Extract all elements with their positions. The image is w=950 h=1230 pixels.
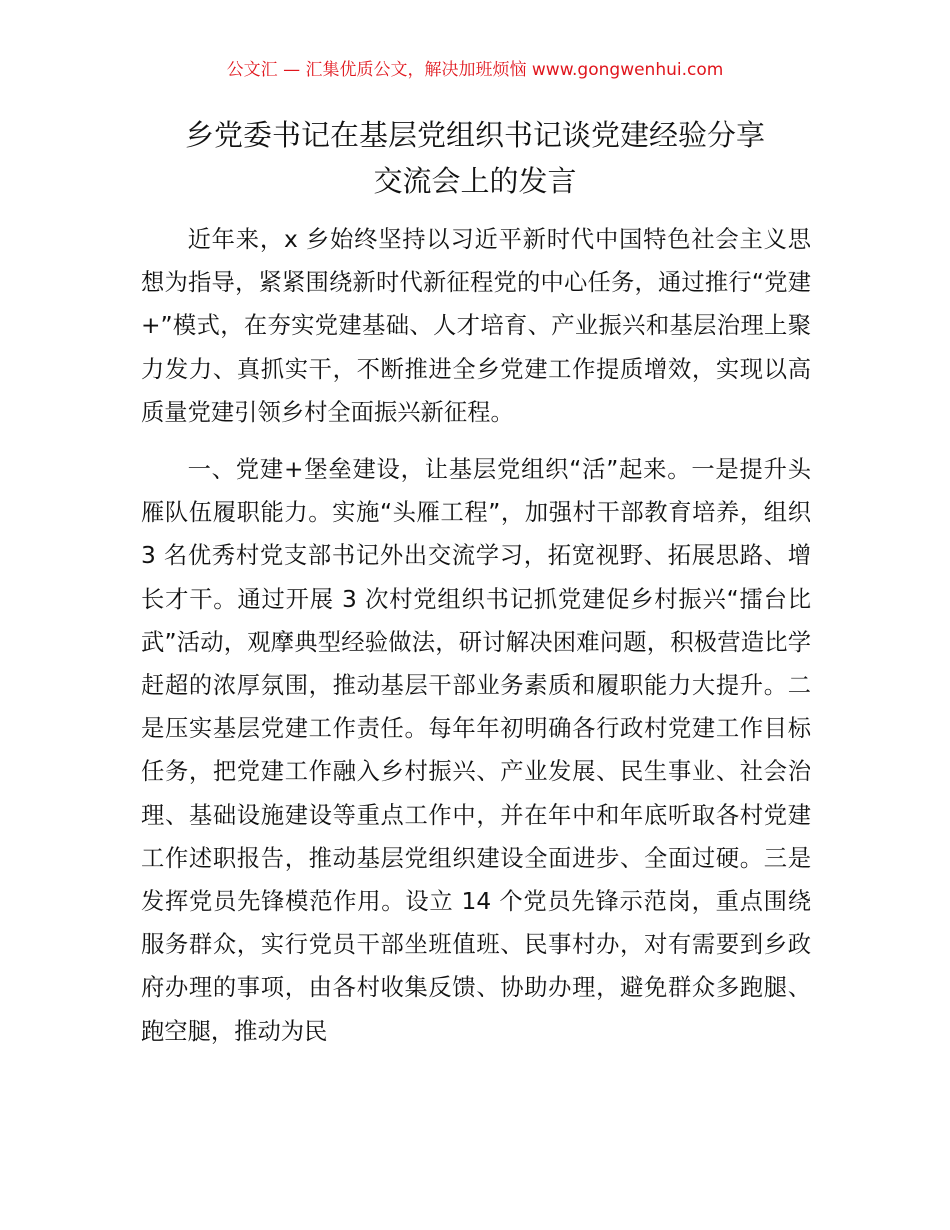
- title-line-1: 乡党委书记在基层党组织书记谈党建经验分享: [184, 118, 765, 152]
- paragraph-intro: 近年来，x 乡始终坚持以习近平新时代中国特色社会主义思想为指导，紧紧围绕新时代新征程党的中心任务，通过推行“党建+”模式，在夯实党建基础、人才培育、产业振兴和基层治理上聚力发力、真抓实干，不断推进全乡党建工作提质增效，实现以高质量党建引领乡村全面振兴新征程。: [141, 226, 811, 426]
- document-title: [100, 112, 850, 204]
- document-body: [141, 218, 811, 1067]
- paragraph-section-1: 一、党建+堡垒建设，让基层党组织“活”起来。一是提升头雁队伍履职能力。实施“头雁工程”，加强村干部教育培养，组织 3 名优秀村党支部书记外出交流学习，拓宽视野、拓展思路、增长才干。通过开展 3 次村党组织书记抓党建促乡村振兴“擂台比武”活动，观摩典型经验做法，研讨解决困难问题，积极营造比学赶超的浓厚氛围，推动基层干部业务素质和履职能力大提升。二是压实基层党建工作责任。每年年初明确各行政村党建工作目标任务，把党建工作融入乡村振兴、产业发展、民生事业、社会治理、基础设施建设等重点工作中，并在年中和年底听取各村党建工作述职报告，推动基层党组织建设全面进步、全面过硬。三是发挥党员先锋模范作用。设立 14 个党员先锋示范岗，重点围绕服务群众，实行党员干部坐班值班、民事村办，对有需要到乡政府办理的事项，由各村收集反馈、协助办理，避免群众多跑腿、跑空腿，推动为民: [141, 456, 811, 1045]
- title-line-2: 交流会上的发言: [373, 164, 577, 198]
- header-banner[interactable]: 公文汇 — 汇集优质公文，解决加班烦恼 www.gongwenhui.com: [226, 60, 724, 80]
